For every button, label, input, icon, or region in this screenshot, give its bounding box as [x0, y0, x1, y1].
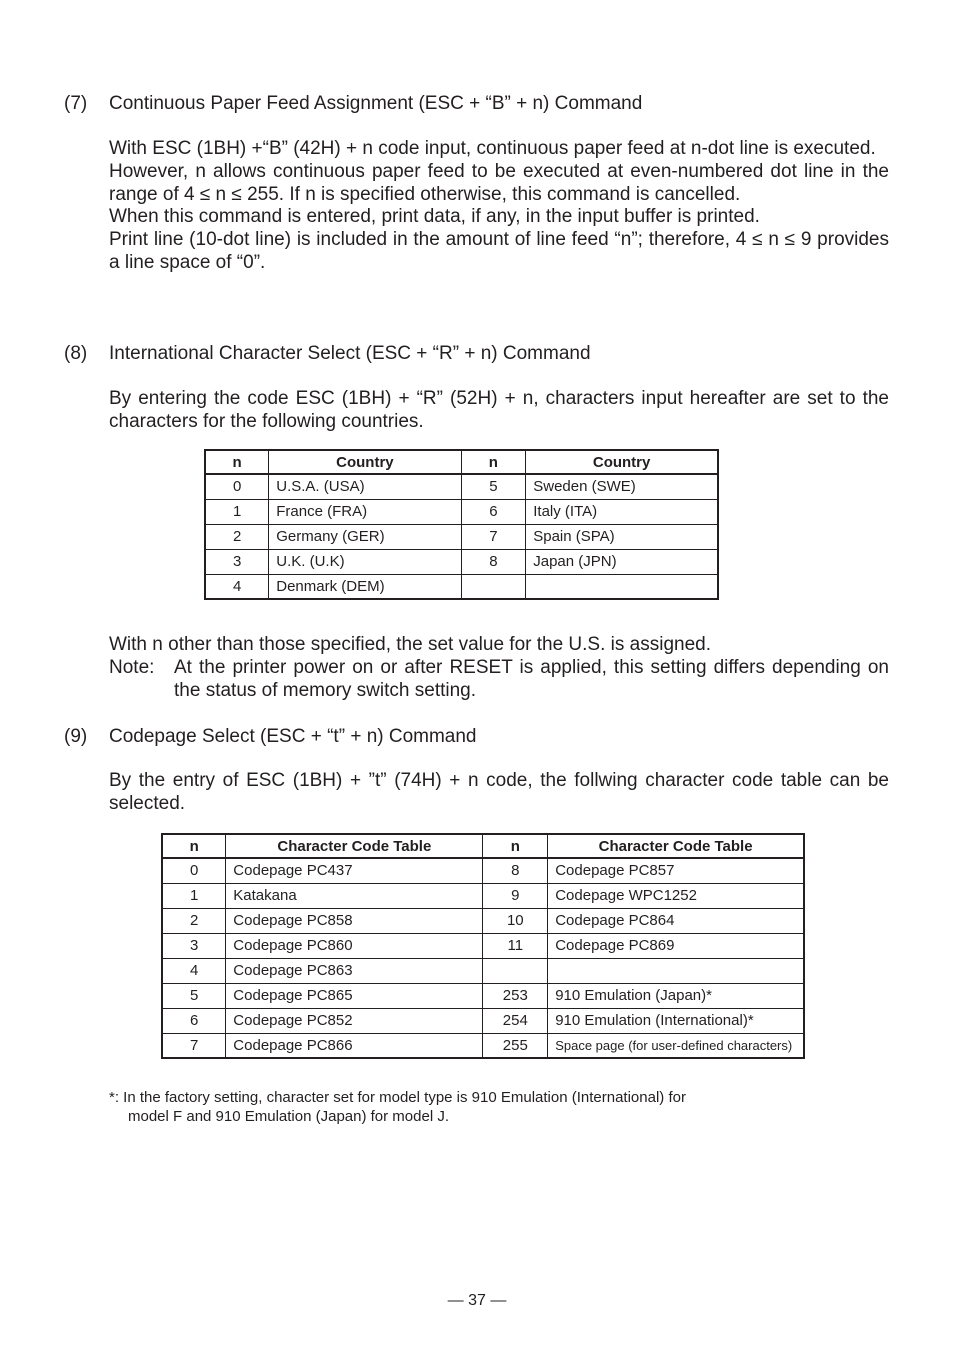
table-row [162, 858, 804, 883]
section-7-para-4: Print line (10-dot line) is included in the amount of line feed “n”; therefore, 4 ≤ n ≤ 9 provides a line space of “0”. [109, 229, 889, 273]
table-cell: Codepage PC852 [226, 1008, 483, 1033]
table-cell: Codepage PC863 [226, 958, 483, 983]
table-cell: Codepage WPC1252 [548, 883, 804, 908]
table-cell: Space page (for user-defined characters) [548, 1033, 804, 1058]
table-cell: 1 [162, 883, 226, 908]
table-cell: 11 [483, 933, 548, 958]
table-cell: 8 [461, 549, 526, 574]
table-cell: Italy (ITA) [526, 499, 718, 524]
table-cell: 910 Emulation (International)* [548, 1008, 804, 1033]
section-9-title: Codepage Select (ESC + “t” + n) Command [109, 726, 477, 747]
table-cell: 5 [461, 474, 526, 499]
table-cell: Katakana [226, 883, 483, 908]
table-cell: 0 [162, 858, 226, 883]
table-cell: 254 [483, 1008, 548, 1033]
default-assignment-text: With n other than those specified, the set value for the U.S. is assigned. [109, 634, 711, 655]
footnote-line-1: *: In the factory setting, character set for model type is 910 Emulation (International) for [109, 1089, 686, 1106]
table-cell: Codepage PC864 [548, 908, 804, 933]
section-7-para-2: However, n allows continuous paper feed to be executed at even-numbered dot line in the range of 4 ≤ n ≤ 255. If n is specified otherwise, this command is cancelled. [109, 160, 889, 205]
table-row [162, 883, 804, 908]
table-cell: 3 [162, 933, 226, 958]
table-cell: 4 [205, 574, 269, 599]
table-header-row [162, 834, 804, 858]
table-cell: Denmark (DEM) [269, 574, 461, 599]
footnote [109, 1088, 809, 1126]
table-row [162, 933, 804, 958]
table-row [205, 574, 718, 599]
table-row [162, 1008, 804, 1033]
table-cell: 2 [162, 908, 226, 933]
section-8-number: (8) [64, 343, 88, 364]
section-7-body [109, 138, 889, 275]
table-cell: 0 [205, 474, 269, 499]
table-cell: 4 [162, 958, 226, 983]
table-cell [461, 574, 526, 599]
table-cell: France (FRA) [269, 499, 461, 524]
table-cell: U.S.A. (USA) [269, 474, 461, 499]
table-cell: Japan (JPN) [526, 549, 718, 574]
table-cell: 6 [461, 499, 526, 524]
table-cell: Spain (SPA) [526, 524, 718, 549]
table-cell: U.K. (U.K) [269, 549, 461, 574]
table-cell [526, 574, 718, 599]
table-header-cell: Character Code Table [548, 834, 804, 858]
table-cell: 8 [483, 858, 548, 883]
section-9-body [109, 770, 889, 816]
table-header-cell: Character Code Table [226, 834, 483, 858]
table-cell: 1 [205, 499, 269, 524]
section-7-title: Continuous Paper Feed Assignment (ESC + “B” + n) Command [109, 93, 643, 114]
section-7-para-3: When this command is entered, print data, if any, in the input buffer is printed. [109, 206, 760, 228]
note-label: Note: [109, 656, 155, 678]
table-row [162, 1033, 804, 1058]
table-header-cell: Country [526, 450, 718, 474]
table-cell: Codepage PC858 [226, 908, 483, 933]
section-8-para-1: By entering the code ESC (1BH) + “R” (52H) + n, characters input hereafter are set to the characters for the following countries. [109, 388, 889, 432]
table-cell: Codepage PC865 [226, 983, 483, 1008]
table-cell: 7 [461, 524, 526, 549]
table-cell: Sweden (SWE) [526, 474, 718, 499]
note-text: At the printer power on or after RESET is applied, this setting differs depending on the status of memory switch setting. [174, 656, 889, 701]
section-8-heading [64, 342, 591, 365]
section-7-heading [64, 92, 642, 115]
table-cell: 3 [205, 549, 269, 574]
table-cell: Germany (GER) [269, 524, 461, 549]
table-row [205, 499, 718, 524]
table-cell: Codepage PC437 [226, 858, 483, 883]
footnote-line-2: model F and 910 Emulation (Japan) for model J. [128, 1108, 449, 1125]
table-row [162, 958, 804, 983]
table-cell: 5 [162, 983, 226, 1008]
table-cell: Codepage PC860 [226, 933, 483, 958]
page-number: — 37 — [447, 1292, 507, 1309]
section-9-heading [64, 725, 477, 748]
table-cell: 255 [483, 1033, 548, 1058]
country-table [204, 449, 719, 600]
codepage-table [161, 833, 805, 1059]
note [109, 657, 889, 703]
table-row [162, 908, 804, 933]
table-row [205, 524, 718, 549]
table-cell: 6 [162, 1008, 226, 1033]
table-header-cell: n [483, 834, 548, 858]
table-header-cell: Country [269, 450, 461, 474]
table-row [205, 549, 718, 574]
table-cell: 10 [483, 908, 548, 933]
table-row [162, 983, 804, 1008]
table-cell: 253 [483, 983, 548, 1008]
section-9-number: (9) [64, 726, 88, 747]
table-cell: 7 [162, 1033, 226, 1058]
table-cell: Codepage PC857 [548, 858, 804, 883]
section-8-after-table [109, 634, 889, 702]
table-cell: 910 Emulation (Japan)* [548, 983, 804, 1008]
table-cell [483, 958, 548, 983]
table-header-cell: n [205, 450, 269, 474]
section-8-title: International Character Select (ESC + “R” + n) Command [109, 343, 591, 364]
table-header-row [205, 450, 718, 474]
section-7-number: (7) [64, 93, 88, 114]
table-header-cell: n [162, 834, 226, 858]
table-row [205, 474, 718, 499]
table-cell: Codepage PC869 [548, 933, 804, 958]
table-cell: 9 [483, 883, 548, 908]
section-8-body [109, 388, 889, 434]
table-cell [548, 958, 804, 983]
table-cell: 2 [205, 524, 269, 549]
section-9-para-1: By the entry of ESC (1BH) + ”t” (74H) + n code, the follwing character code table can be selected. [109, 770, 889, 814]
table-cell: Codepage PC866 [226, 1033, 483, 1058]
section-7-para-1: With ESC (1BH) +“B” (42H) + n code input, continuous paper feed at n-dot line is executed. [109, 138, 876, 159]
table-header-cell: n [461, 450, 526, 474]
